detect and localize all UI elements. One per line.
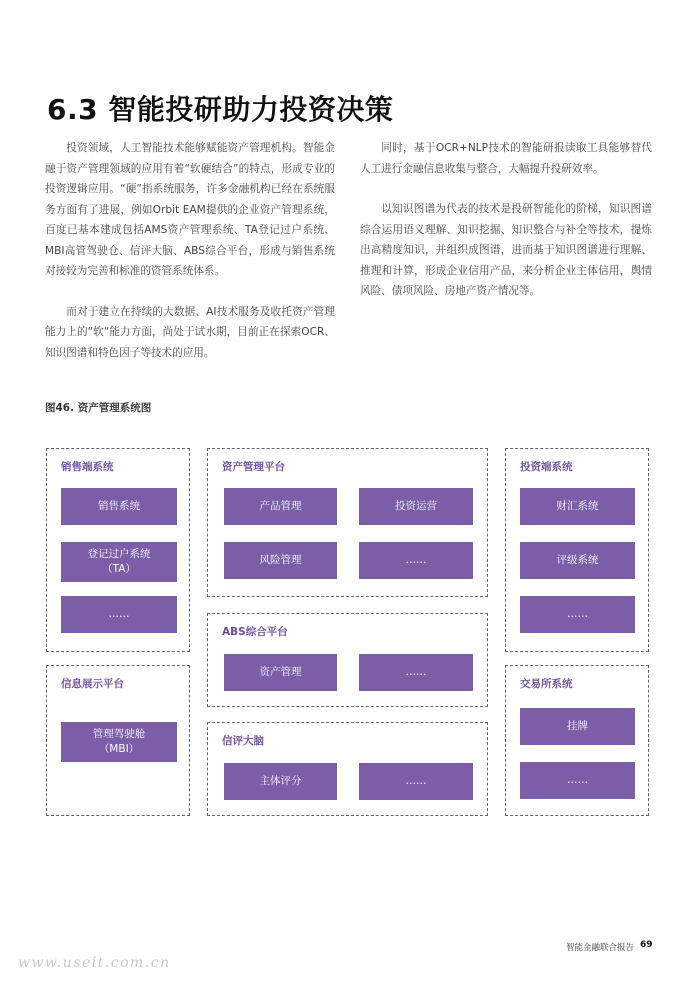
item-more: …… xyxy=(520,596,635,633)
box-asset-management xyxy=(207,448,488,597)
item-investment-operations: 投资运营 xyxy=(359,488,473,525)
page-number: 69 xyxy=(640,940,653,950)
item-more: …… xyxy=(520,762,635,799)
paragraph: 投资领域，人工智能技术能够赋能资产管理机构。智能金融于资产管理领域的应用有着“软硬结合”的特点，形成专业的投资逻辑应用。“硬”指系统服务，许多金融机构已经在系统服务方面有了进展，例如Orbit EAM提供的企业资产管理系统，百度已基本建成包括AMS资产管理系统、TA登记过户系统、MBI高管驾驶仓、信评大脑、ABS综合平台，形成与销售系统对接较为完善和标准的资管系统体系。 xyxy=(45,142,335,277)
item-risk-management: 风险管理 xyxy=(224,542,337,579)
figure-title: 图46. 资产管理系统图 xyxy=(45,402,152,414)
item-ta-system: 登记过户系统 （TA） xyxy=(61,542,177,582)
item-caihui-system: 财汇系统 xyxy=(520,488,635,525)
item-more: …… xyxy=(61,596,177,633)
box-title: 交易所系统 xyxy=(520,678,573,690)
box-title: 信息展示平台 xyxy=(61,678,124,690)
box-credit-brain xyxy=(207,722,488,816)
box-exchange-system xyxy=(505,665,649,816)
item-entity-scoring: 主体评分 xyxy=(224,763,337,800)
item-sales-system: 销售系统 xyxy=(61,488,177,525)
footer-report-name: 智能金融联合报告 xyxy=(566,943,635,953)
watermark: www.useit.com.cn xyxy=(18,955,171,971)
box-title: 信评大脑 xyxy=(222,735,264,747)
paragraph: 同时，基于OCR+NLP技术的智能研报读取工具能够替代人工进行金融信息收集与整合，大幅提升投研效率。 xyxy=(360,142,652,175)
box-investment-system xyxy=(505,448,649,652)
box-title: ABS综合平台 xyxy=(222,626,288,638)
box-title: 销售端系统 xyxy=(61,461,114,473)
item-listing: 挂牌 xyxy=(520,708,635,745)
item-mbi: 管理驾驶舱 （MBI） xyxy=(61,722,177,762)
text-column-left xyxy=(45,138,335,383)
box-title: 资产管理平台 xyxy=(222,461,285,473)
item-rating-system: 评级系统 xyxy=(520,542,635,579)
item-product-management: 产品管理 xyxy=(224,488,337,525)
box-abs-platform xyxy=(207,613,488,707)
box-sales-system xyxy=(46,448,190,652)
box-title: 投资端系统 xyxy=(520,461,573,473)
text-column-right xyxy=(360,138,652,322)
section-heading: 6.3 智能投研助力投资决策 xyxy=(47,93,394,126)
item-asset-management: 资产管理 xyxy=(224,654,337,691)
item-more: …… xyxy=(359,542,473,579)
item-more: …… xyxy=(359,654,473,691)
paragraph: 而对于建立在持续的大数据、AI技术服务及收托资产管理能力上的“软“能力方面，尚处于试水期，目前正在探索OCR、知识图谱和特色因子等技术的应用。 xyxy=(45,305,335,359)
box-info-display xyxy=(46,665,190,816)
paragraph: 以知识图谱为代表的技术是投研智能化的阶梯，知识图谱综合运用语义理解、知识挖掘、知识整合与补全等技术，提炼出高精度知识，并组织成图谱，进而基于知识图谱进行理解、推理和计算，形成企业信用产品，来分析企业主体信用，舆情风险、债项风险、房地产资产情况等。 xyxy=(360,203,652,297)
item-more: …… xyxy=(359,763,473,800)
